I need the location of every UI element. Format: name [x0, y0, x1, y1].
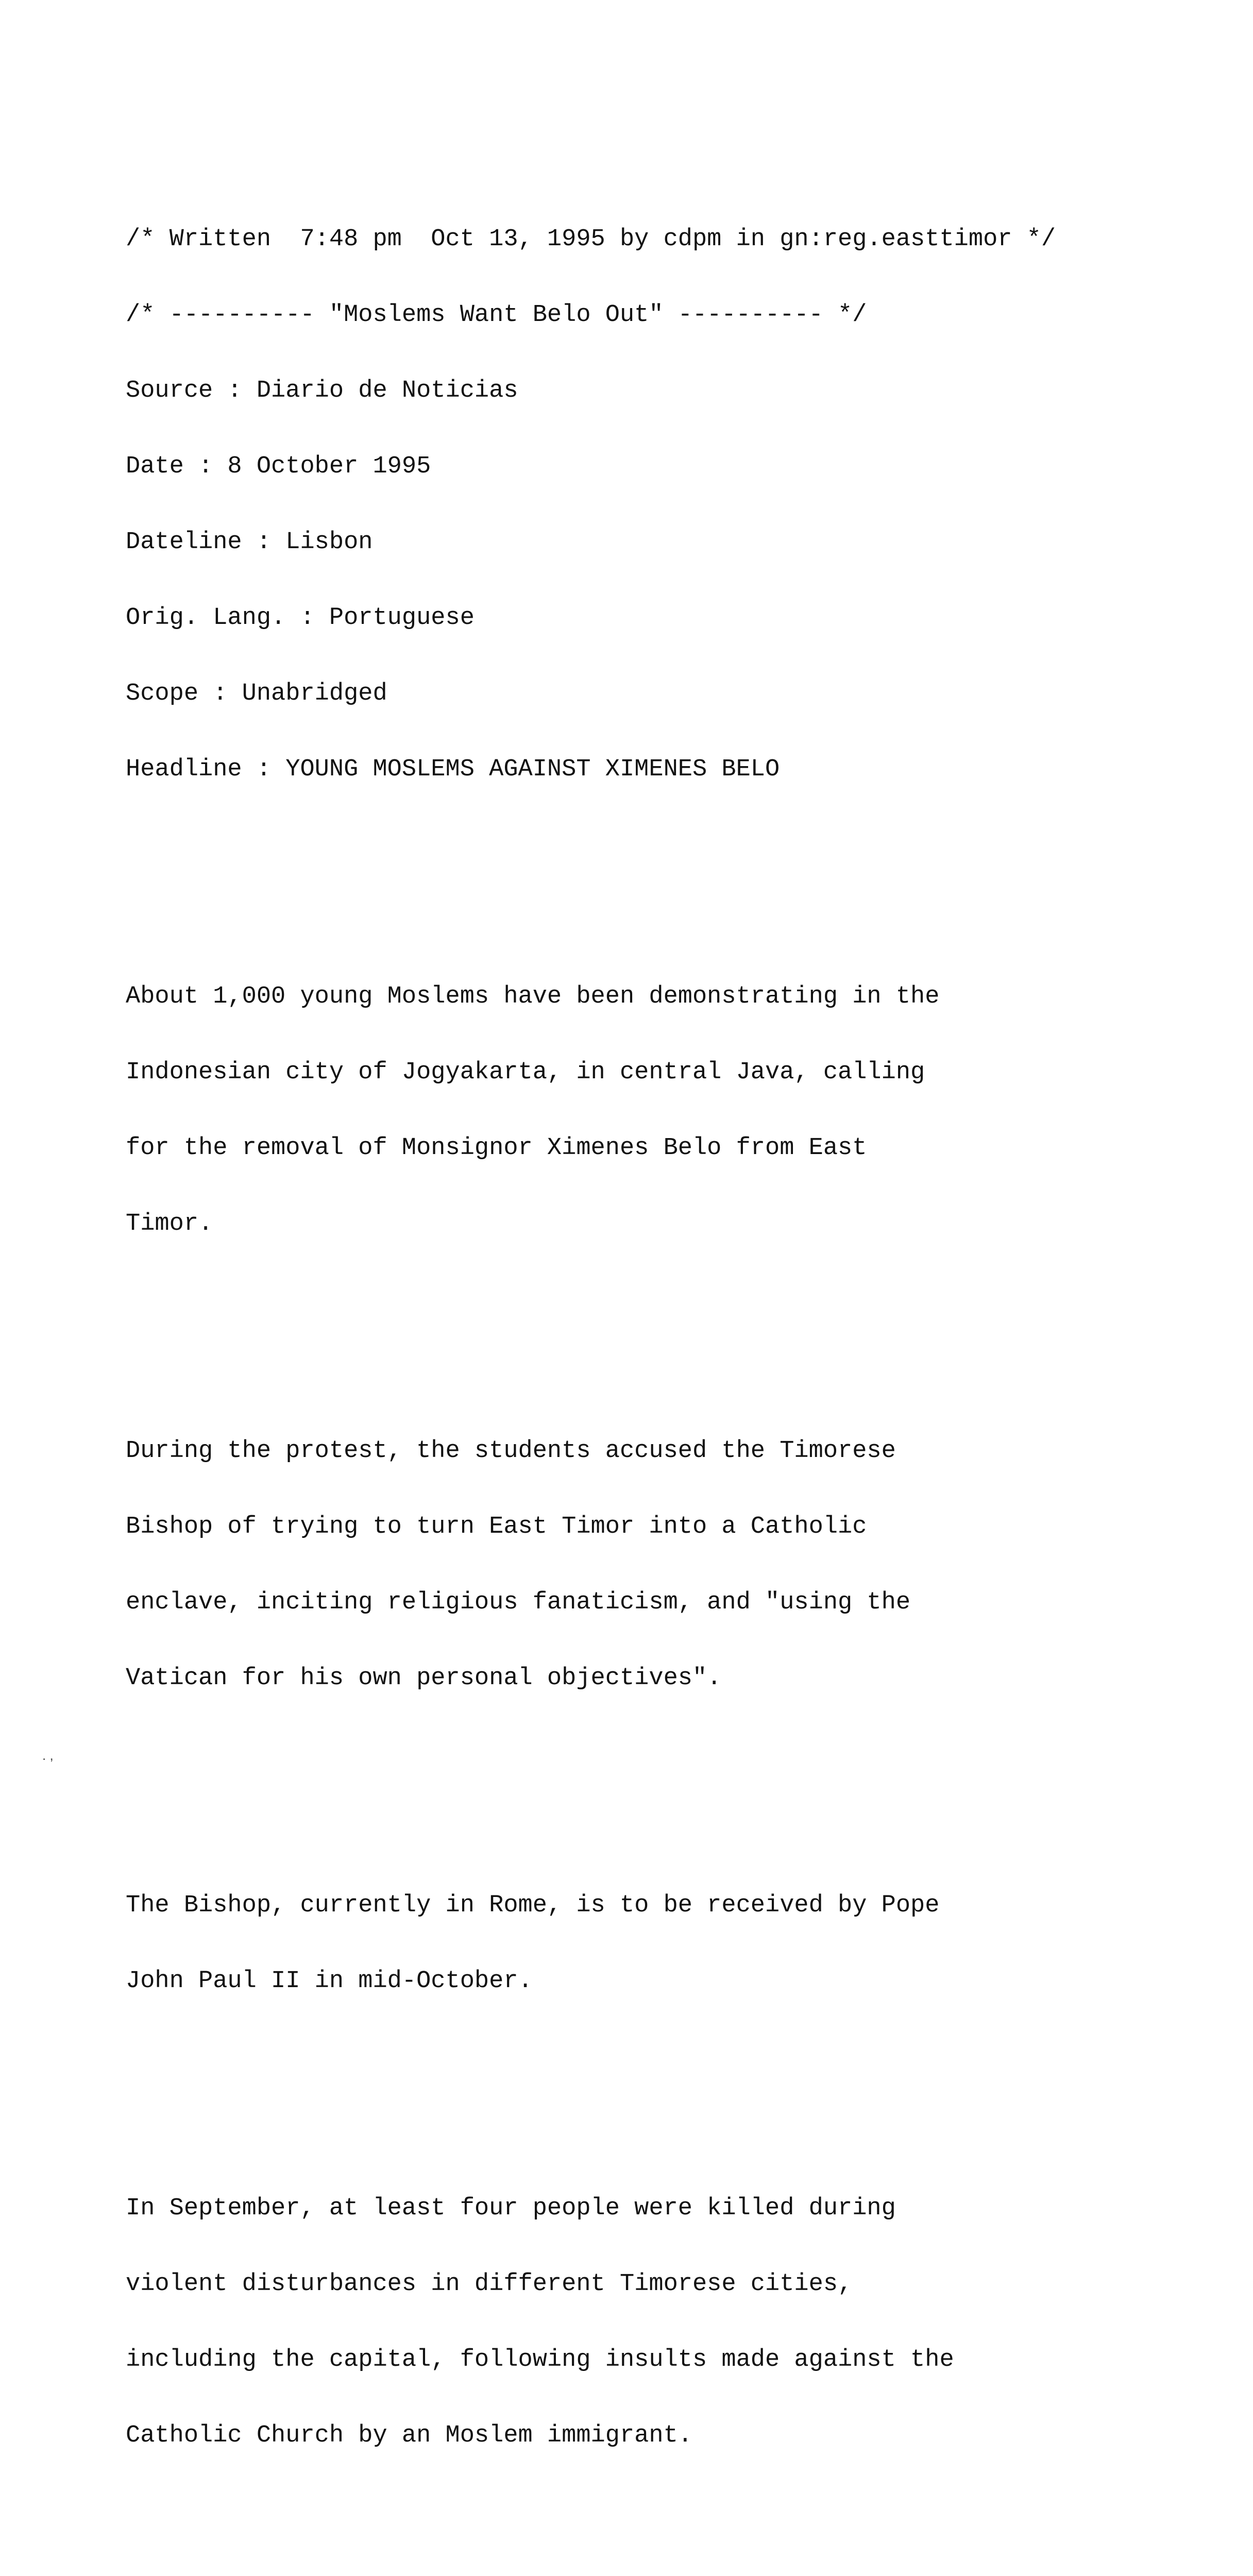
scan-mark: . ,	[42, 1748, 54, 1763]
header-line-written: /* Written 7:48 pm Oct 13, 1995 by cdpm in gn:reg.easttimor */	[126, 226, 1056, 253]
paragraph-line: Vatican for his own personal objectives".	[126, 1665, 722, 1692]
paragraph-line: Timor.	[126, 1210, 213, 1238]
paragraph-line: The Bishop, currently in Rome, is to be received by Pope	[126, 1892, 940, 1919]
paragraph-2	[126, 1388, 1177, 1741]
paragraph-line: John Paul II in mid-October.	[126, 1968, 533, 1995]
article-text	[126, 126, 1177, 2576]
paragraph-line: violent disturbances in different Timorese cities,	[126, 2270, 853, 2298]
paragraph-line: Catholic Church by an Moslem immigrant.	[126, 2422, 692, 2449]
header-line-scope: Scope : Unabridged	[126, 680, 387, 707]
paragraph-line: During the protest, the students accused the Timorese	[126, 1437, 896, 1465]
header-line-orig-lang: Orig. Lang. : Portuguese	[126, 604, 475, 632]
paragraph-line: Bishop of trying to turn East Timor into a Catholic	[126, 1513, 867, 1540]
header-line-headline: Headline : YOUNG MOSLEMS AGAINST XIMENES BELO	[126, 756, 780, 783]
paragraph-4	[126, 2145, 1177, 2499]
paragraph-line: Indonesian city of Jogyakarta, in central Java, calling	[126, 1059, 925, 1086]
paragraph-line: enclave, inciting religious fanaticism, and "using the	[126, 1589, 911, 1616]
article-header	[126, 176, 1177, 833]
header-line-date: Date : 8 October 1995	[126, 453, 431, 480]
paragraph-3	[126, 1842, 1177, 2044]
paragraph-line: In September, at least four people were killed during	[126, 2195, 896, 2222]
paragraph-line: About 1,000 young Moslems have been demonstrating in the	[126, 983, 940, 1010]
header-line-dateline: Dateline : Lisbon	[126, 529, 373, 556]
paragraph-1	[126, 934, 1177, 1287]
paragraph-line: including the capital, following insults made against the	[126, 2346, 954, 2374]
header-line-title: /* ---------- "Moslems Want Belo Out" ---------- */	[126, 301, 867, 329]
header-line-source: Source : Diario de Noticias	[126, 377, 518, 404]
paragraph-line: for the removal of Monsignor Ximenes Belo from East	[126, 1134, 867, 1162]
